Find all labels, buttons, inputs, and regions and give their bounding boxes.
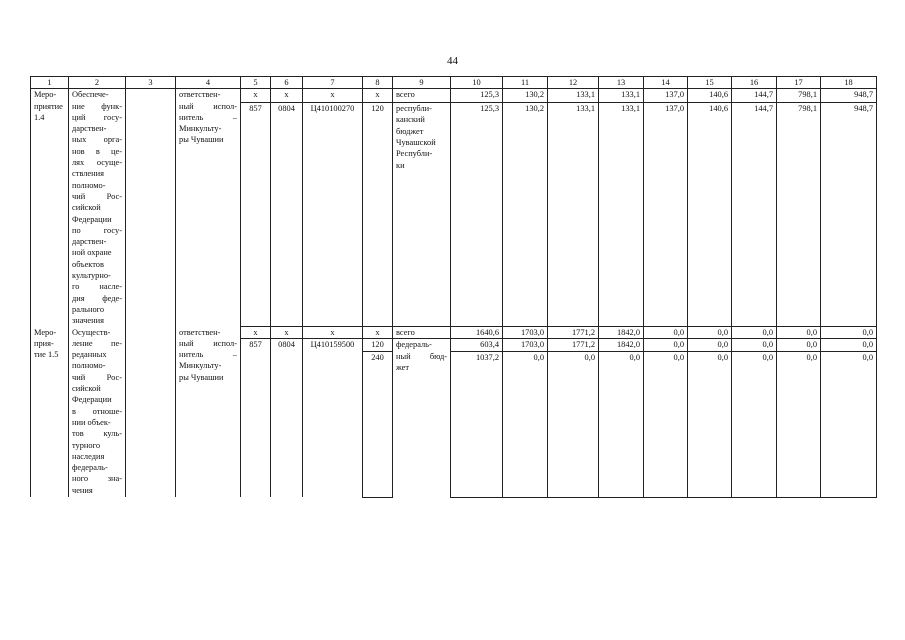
event-name-line: Обеспече- [72,90,109,100]
event-name-line: сийской [72,203,101,213]
value-cell: 0,0 [732,339,777,351]
responsible-line: ответствен- [179,327,221,337]
value-cell: 1771,2 [548,339,599,351]
header-cell: 4 [176,77,241,89]
event-name-line: Федерации [72,395,112,405]
vr-cell: 120 [363,103,393,327]
value-cell: 130,2 [503,103,548,327]
event-name-line: го насле- [72,282,122,292]
responsible-line: Минкульту- [179,361,222,371]
value-cell: 0,0 [599,351,644,497]
event-name-line: реданных [72,350,107,360]
vr-cell: 120 [363,339,393,351]
header-cell: 14 [644,77,688,89]
event-name-line: ного зна- [72,474,122,484]
event-name-line: полномо- [72,180,106,190]
grbs-cell: x [241,89,271,103]
event-name-line: ций госу- [72,112,122,122]
header-cell: 11 [503,77,548,89]
source-line: жет [396,362,410,372]
value-cell: 0,0 [644,351,688,497]
header-row [31,77,877,89]
rz-cell: x [271,89,303,103]
value-cell: 0,0 [644,327,688,339]
value-cell: 130,2 [503,89,548,103]
event-code-cell [31,327,69,498]
event-code-line: Меро- [34,327,57,337]
value-cell: 133,1 [599,103,644,327]
value-cell: 1703,0 [503,327,548,339]
responsible-line: ответствен- [179,90,221,100]
header-cell: 13 [599,77,644,89]
value-cell: 948,7 [821,103,877,327]
event-code-line: Меро- [34,90,57,100]
header-cell: 9 [393,77,451,89]
event-name-line: наследия [72,451,105,461]
event-name-line: Осуществ- [72,327,111,337]
responsible-cell [176,89,241,327]
header-cell: 6 [271,77,303,89]
header-cell: 17 [777,77,821,89]
rz-cell: x [271,327,303,339]
value-cell: 133,1 [548,103,599,327]
event-name-line: дарствен- [72,124,107,134]
empty-cell [126,327,176,498]
source-line: республи- [396,104,432,114]
source-line: ный бюд- [396,351,447,361]
event-code-cell [31,89,69,327]
budget-table [30,76,877,498]
event-name-line: чий Рос- [72,372,122,382]
value-cell: 798,1 [777,89,821,103]
event-name-line: дия феде- [72,293,122,303]
value-cell: 0,0 [777,351,821,497]
event-code-line: приятие 1.4 [34,101,63,122]
event-name-line: Федерации [72,214,112,224]
responsible-line: ный испол- [179,338,237,348]
event-name-line: федераль- [72,463,108,473]
header-cell: 15 [688,77,732,89]
value-cell: 133,1 [548,89,599,103]
value-cell: 0,0 [688,351,732,497]
value-cell: 0,0 [644,339,688,351]
source-line: Чувашской [396,137,436,147]
responsible-line: ры Чувашии [179,372,224,382]
vr-cell: 240 [363,351,393,497]
value-cell: 1640,6 [451,327,503,339]
event-name-line: значения [72,316,104,326]
value-cell: 603,4 [451,339,503,351]
value-cell: 137,0 [644,89,688,103]
event-name-line: чий Рос- [72,191,122,201]
header-cell: 8 [363,77,393,89]
responsible-cell [176,327,241,498]
source-line: бюджет [396,126,424,136]
csr-cell: x [303,327,363,339]
grbs-cell: 857 [241,339,271,497]
event-name-line: объектов [72,259,104,269]
value-cell: 798,1 [777,103,821,327]
page-number: 44 [447,55,458,67]
value-cell: 0,0 [777,339,821,351]
value-cell: 0,0 [688,327,732,339]
value-cell: 0,0 [548,351,599,497]
value-cell: 140,6 [688,89,732,103]
value-cell: 144,7 [732,103,777,327]
event-name-line: ной охране [72,248,112,258]
source-cell [393,339,451,497]
header-cell: 2 [69,77,126,89]
value-cell: 1842,0 [599,339,644,351]
grbs-cell: 857 [241,103,271,327]
csr-cell: x [303,89,363,103]
source-line: ки [396,160,405,170]
event-name-line: по госу- [72,225,122,235]
source-line: канский [396,115,425,125]
source-cell: всего [393,327,451,339]
value-cell: 137,0 [644,103,688,327]
event-name-line: нии объек- [72,417,111,427]
vr-cell: x [363,89,393,103]
responsible-line: нитель – [179,112,237,122]
responsible-line: ры Чувашии [179,135,224,145]
csr-cell: Ц410100270 [303,103,363,327]
event-name-line: ние функ- [72,101,122,111]
event-name-line: дарствен- [72,237,107,247]
grbs-cell: x [241,327,271,339]
header-cell: 5 [241,77,271,89]
event-name-line: полномо- [72,361,106,371]
header-cell: 16 [732,77,777,89]
header-cell: 7 [303,77,363,89]
event-name-cell [69,89,126,327]
event-name-line: чения [72,485,93,495]
value-cell: 0,0 [821,327,877,339]
value-cell: 1703,0 [503,339,548,351]
source-line: Республи- [396,149,433,159]
value-cell: 0,0 [777,327,821,339]
value-cell: 0,0 [821,351,877,497]
value-cell: 0,0 [503,351,548,497]
value-cell: 133,1 [599,89,644,103]
source-cell [393,103,451,327]
table-row [31,89,877,103]
value-cell: 140,6 [688,103,732,327]
value-cell: 0,0 [821,339,877,351]
responsible-line: нитель – [179,350,237,360]
responsible-line: ный испол- [179,101,237,111]
table-row [31,327,877,339]
empty-cell [126,89,176,327]
value-cell: 0,0 [688,339,732,351]
event-code-line: прия- [34,338,54,348]
value-cell: 1842,0 [599,327,644,339]
source-cell: всего [393,89,451,103]
event-name-line: лях осуще- [72,158,122,168]
header-cell: 10 [451,77,503,89]
header-cell: 12 [548,77,599,89]
value-cell: 125,3 [451,89,503,103]
event-name-line: рального [72,304,105,314]
value-cell: 1771,2 [548,327,599,339]
event-name-line: ление пе- [72,338,122,348]
event-name-line: культурно- [72,271,111,281]
value-cell: 1037,2 [451,351,503,497]
event-name-line: в отноше- [72,406,122,416]
event-name-line: ствления [72,169,104,179]
rz-cell: 0804 [271,339,303,497]
event-name-line: турного [72,440,101,450]
header-cell: 18 [821,77,877,89]
header-cell: 1 [31,77,69,89]
rz-cell: 0804 [271,103,303,327]
event-name-cell [69,327,126,498]
responsible-line: Минкульту- [179,124,222,134]
event-name-line: сийской [72,384,101,394]
vr-cell: x [363,327,393,339]
event-name-line: нов в це- [72,146,122,156]
event-name-line: тов куль- [72,429,122,439]
header-cell: 3 [126,77,176,89]
value-cell: 948,7 [821,89,877,103]
csr-cell: Ц410159500 [303,339,363,497]
value-cell: 144,7 [732,89,777,103]
value-cell: 125,3 [451,103,503,327]
event-name-line: ных орга- [72,135,122,145]
source-line: федераль- [396,340,432,350]
event-code-line: тие 1.5 [34,350,59,360]
value-cell: 0,0 [732,351,777,497]
value-cell: 0,0 [732,327,777,339]
